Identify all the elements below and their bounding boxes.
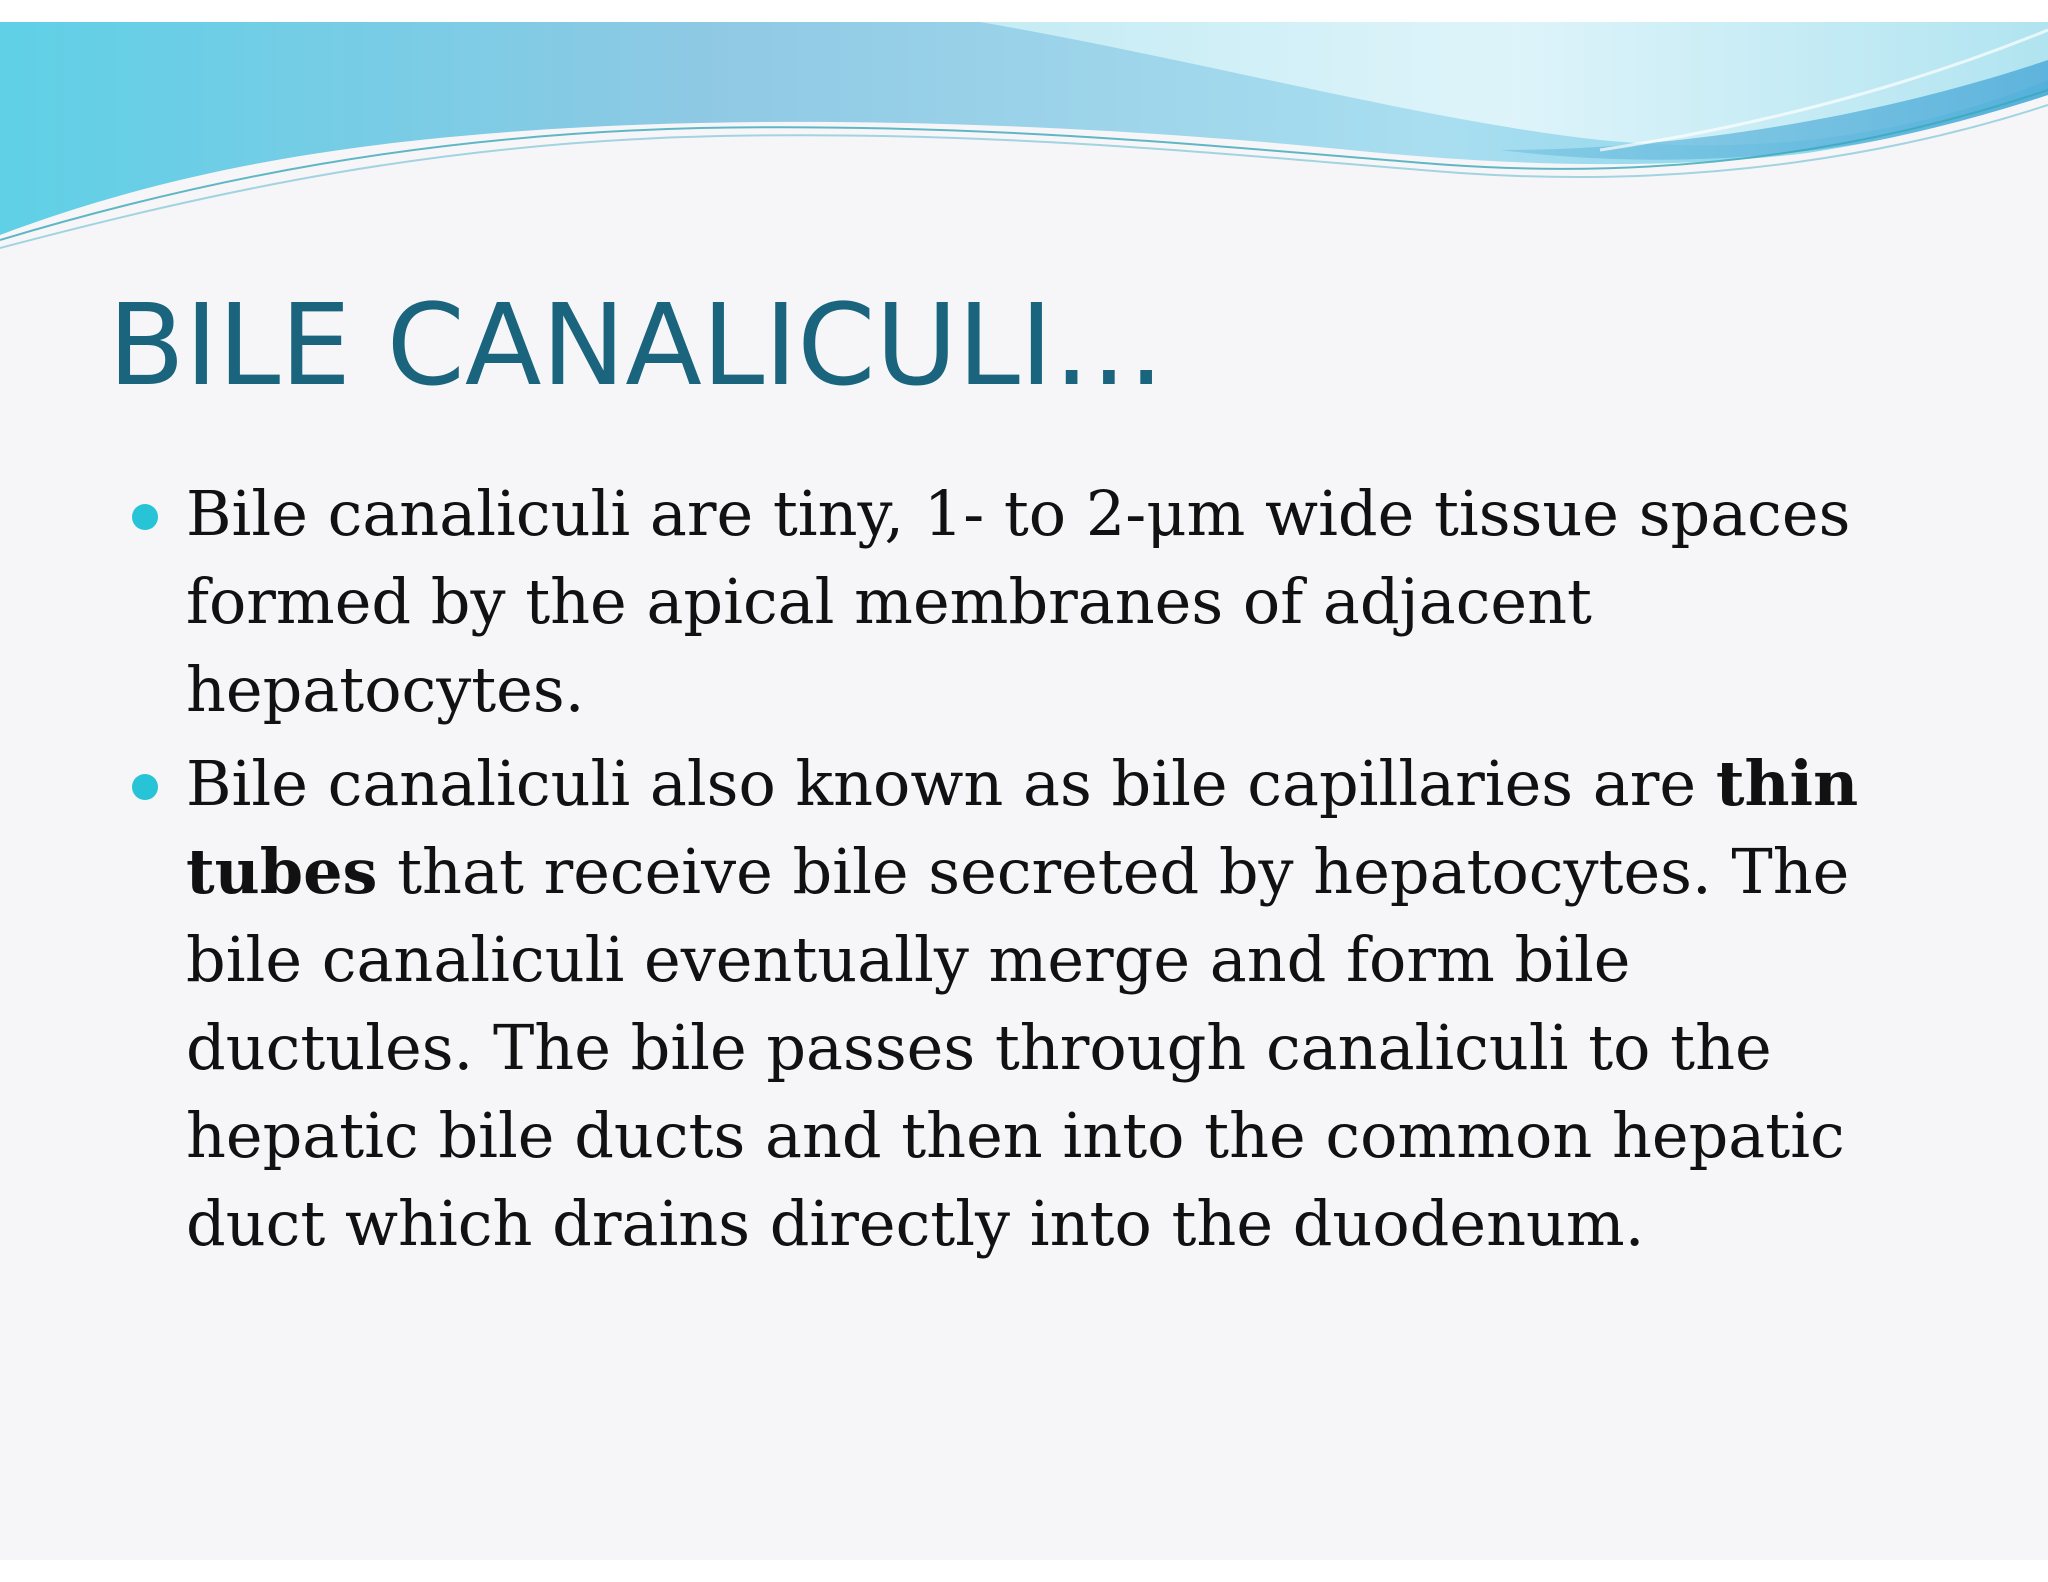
bullet-text-before: Bile canaliculi also known as bile capillaries are bbox=[186, 747, 1716, 820]
header-wave-decoration bbox=[0, 0, 2048, 260]
bottom-margin bbox=[0, 1560, 2048, 1582]
bullet-text: Bile canaliculi are tiny, 1- to 2-μm wide tissue spaces formed by the apical membranes of adjacent hepatocytes. bbox=[186, 477, 1851, 726]
bullet-item bbox=[120, 470, 1930, 734]
bullet-dot-icon bbox=[132, 774, 158, 800]
bullet-dot-icon bbox=[132, 504, 158, 530]
slide-title: BILE CANALICULI… bbox=[108, 281, 1165, 411]
bullet-text-bold: thin tubes bbox=[186, 747, 1859, 908]
bullet-list bbox=[120, 470, 1930, 1274]
bullet-item bbox=[120, 740, 1930, 1268]
bullet-text-after: that receive bile secreted by hepatocytes. The bile canaliculi eventually merge and form bile ductules. The bile passes through canaliculi to the hepatic bile ducts and then into the common hepatic duct which drains directly into the duodenum. bbox=[186, 835, 1850, 1260]
